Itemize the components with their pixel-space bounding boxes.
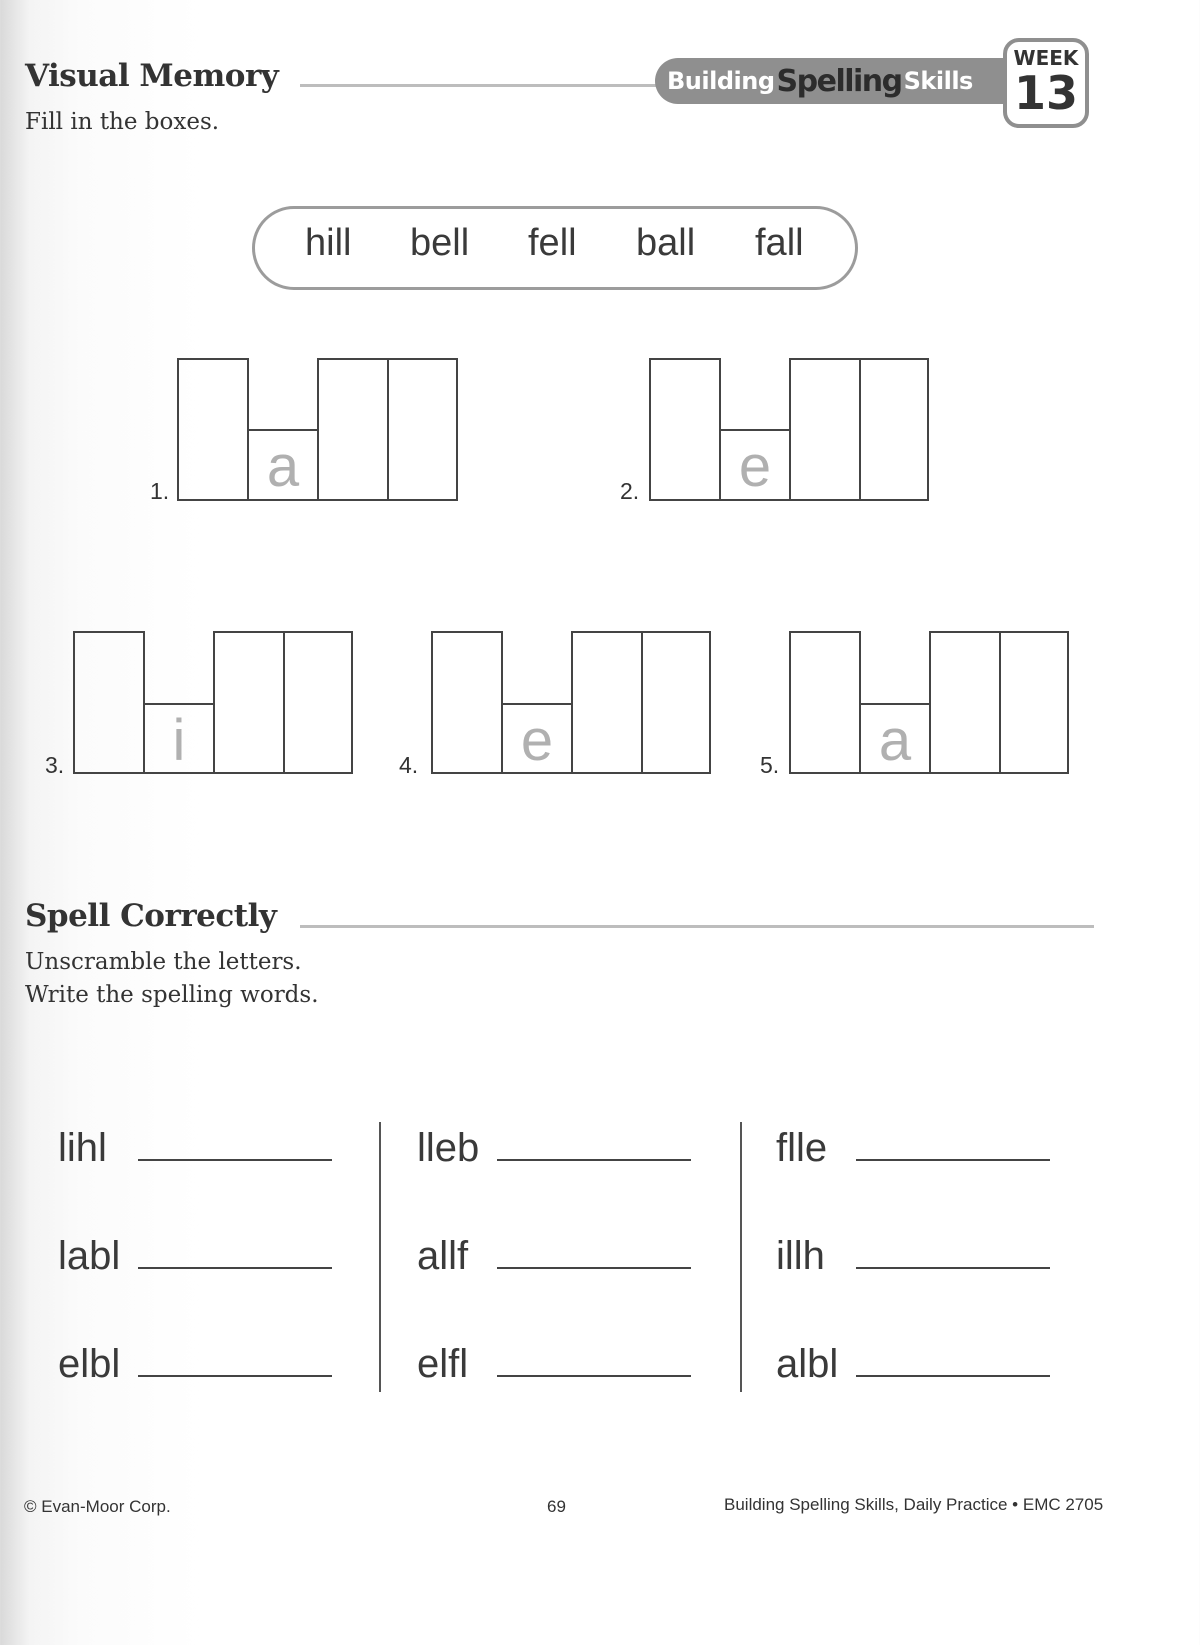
column-divider: [379, 1122, 381, 1392]
page-number: 69: [547, 1497, 566, 1516]
hint-letter: a: [878, 708, 912, 773]
scrambled-word: lihl: [58, 1126, 107, 1170]
word-bank-word: fell: [528, 222, 577, 264]
week-number: 13: [1013, 66, 1078, 120]
hint-letter: i: [172, 708, 186, 773]
letter-box[interactable]: [859, 358, 929, 501]
letter-box[interactable]: [73, 631, 145, 774]
scrambled-word: labl: [58, 1234, 121, 1278]
answer-line[interactable]: [856, 1159, 1050, 1161]
item-number: 5.: [760, 752, 780, 778]
badge-word-spelling: Spelling: [776, 63, 902, 99]
letter-box[interactable]: [649, 358, 721, 501]
spell-correctly-instruction: Write the spelling words.: [25, 982, 319, 1008]
letter-box[interactable]: [571, 631, 643, 774]
column-divider: [740, 1122, 742, 1392]
answer-line[interactable]: [856, 1375, 1050, 1377]
word-bank-word: fall: [755, 222, 804, 264]
scrambled-word: lleb: [417, 1126, 480, 1170]
word-bank-word: hill: [305, 222, 352, 264]
copyright: © Evan-Moor Corp.: [24, 1497, 171, 1516]
visual-memory-title: Visual Memory: [25, 58, 279, 94]
item-number: 4.: [399, 752, 419, 778]
answer-line[interactable]: [497, 1267, 691, 1269]
scrambled-word: allf: [417, 1234, 469, 1278]
answer-line[interactable]: [497, 1375, 691, 1377]
answer-line[interactable]: [138, 1159, 332, 1161]
hint-letter: e: [520, 708, 554, 773]
letter-box[interactable]: [387, 358, 458, 501]
letter-box[interactable]: [999, 631, 1069, 774]
item-number: 1.: [150, 478, 170, 504]
word-bank-word: bell: [410, 222, 470, 264]
visual-memory-instruction: Fill in the boxes.: [25, 109, 220, 135]
letter-box[interactable]: [177, 358, 249, 501]
badge-word-skills: Skills: [903, 67, 973, 95]
answer-line[interactable]: [138, 1267, 332, 1269]
item-number: 2.: [620, 478, 640, 504]
letter-box[interactable]: [789, 358, 861, 501]
badge-word-building: Building: [667, 67, 775, 95]
letter-box[interactable]: [929, 631, 1001, 774]
answer-line[interactable]: [497, 1159, 691, 1161]
letter-box[interactable]: [283, 631, 353, 774]
week-badge: [1003, 38, 1089, 128]
scrambled-word: illh: [776, 1234, 825, 1278]
book-credit: Building Spelling Skills, Daily Practice • EMC 2705: [724, 1495, 1104, 1514]
spell-correctly-instruction: Unscramble the letters.: [25, 949, 302, 975]
week-label: WEEK: [1013, 46, 1079, 70]
hint-letter: e: [738, 434, 772, 499]
answer-line[interactable]: [138, 1375, 332, 1377]
title-rule: [300, 84, 660, 87]
spell-correctly-title: Spell Correctly: [25, 898, 277, 934]
scrambled-word: albl: [776, 1342, 839, 1386]
letter-box[interactable]: [317, 358, 389, 501]
word-bank-word: ball: [636, 222, 696, 264]
series-badge: [655, 58, 1015, 104]
letter-box[interactable]: [431, 631, 503, 774]
item-number: 3.: [45, 752, 65, 778]
hint-letter: a: [266, 434, 300, 499]
scrambled-word: flle: [776, 1126, 828, 1170]
letter-box[interactable]: [213, 631, 285, 774]
answer-line[interactable]: [856, 1267, 1050, 1269]
scrambled-word: elfl: [417, 1342, 469, 1386]
letter-box[interactable]: [641, 631, 711, 774]
scrambled-word: elbl: [58, 1342, 121, 1386]
title-rule: [300, 925, 1094, 928]
letter-box[interactable]: [789, 631, 861, 774]
